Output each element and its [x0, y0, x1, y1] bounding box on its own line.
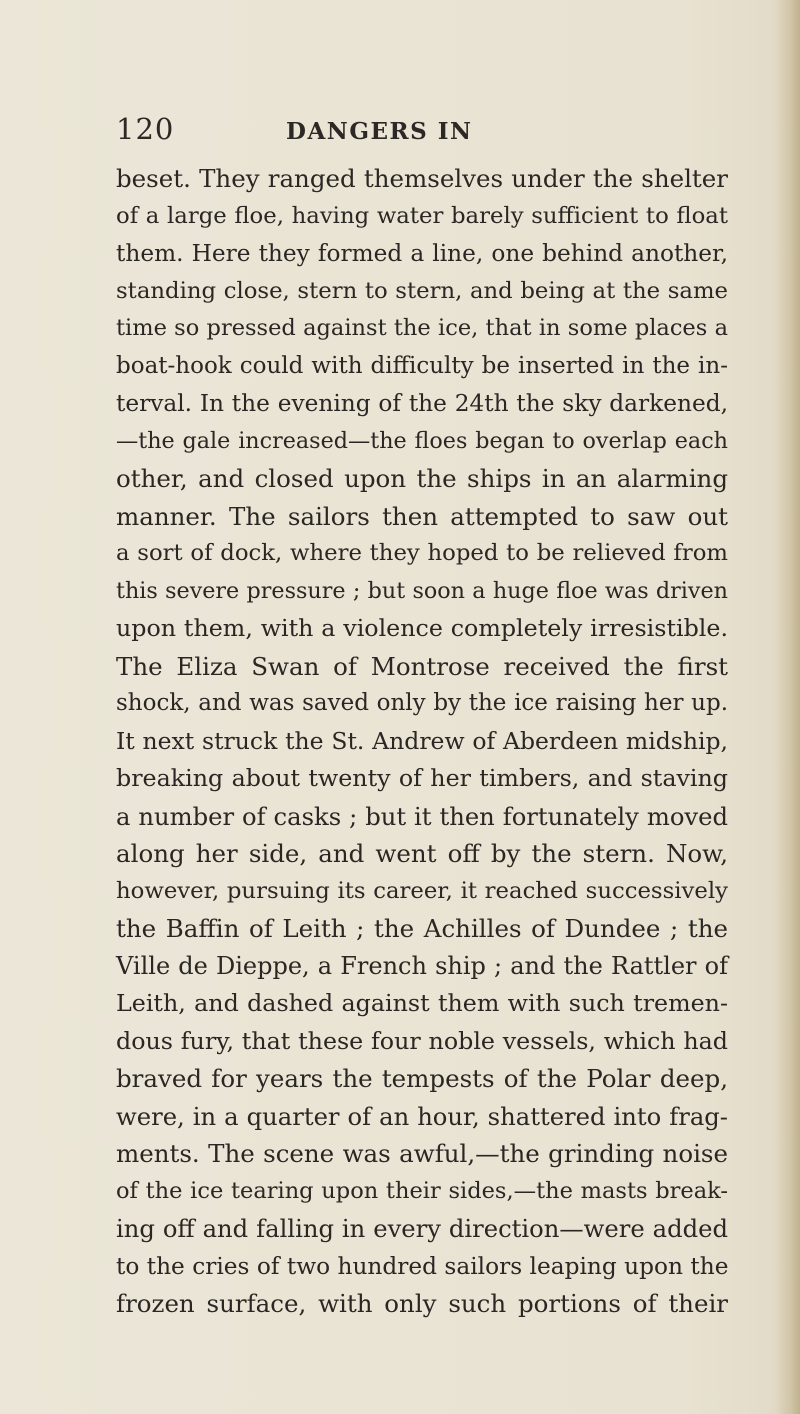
text-line: a number of casks ; but it then fortunately moved: [116, 801, 728, 831]
text-line: manner. The sailors then attempted to saw out: [116, 501, 728, 531]
text-line: shock, and was saved only by the ice raising her up.: [116, 690, 728, 716]
text-line: were, in a quarter of an hour, shattered into frag-: [116, 1101, 728, 1131]
text-line: braved for years the tempests of the Polar deep,: [116, 1064, 728, 1093]
text-line: standing close, stern to stern, and being at the same: [116, 277, 728, 304]
text-line: upon them, with a violence completely irresistible.: [116, 614, 728, 642]
text-line: them. Here they formed a line, one behind another,: [116, 240, 728, 267]
running-head: DANGERS IN: [286, 118, 473, 145]
text-line: It next struck the St. Andrew of Aberdeen midship,: [116, 726, 728, 755]
text-line: time so pressed against the ice, that in some places a: [116, 315, 728, 341]
text-line: frozen surface, with only such portions of their: [116, 1289, 728, 1318]
text-line: ments. The scene was awful,—the grinding noise: [116, 1139, 728, 1168]
text-line: Ville de Dieppe, a French ship ; and the Rattler of: [116, 951, 728, 980]
page-edge: [776, 0, 800, 1414]
text-line: a sort of dock, where they hoped to be relieved from: [116, 540, 728, 566]
text-line: Leith, and dashed against them with such tremen-: [116, 989, 728, 1017]
text-line: dous fury, that these four noble vessels, which had: [116, 1026, 728, 1055]
text-line: breaking about twenty of her timbers, and staving: [116, 764, 728, 792]
text-line: the Baffin of Leith ; the Achilles of Dundee ; the: [116, 914, 728, 943]
page-header: [116, 112, 716, 152]
text-line: of a large floe, having water barely sufficient to float: [116, 202, 728, 229]
text-line: —the gale increased—the floes began to overlap each: [116, 427, 728, 454]
text-line: boat-hook could with difficulty be inserted in the in-: [116, 352, 728, 379]
text-line: this severe pressure ; but soon a huge floe was driven: [116, 577, 728, 604]
text-line: along her side, and went off by the stern. Now,: [116, 839, 728, 868]
text-line: beset. They ranged themselves under the shelter: [116, 164, 728, 193]
text-line: ing off and falling in every direction—were added: [116, 1214, 728, 1243]
text-line: of the ice tearing upon their sides,—the masts break-: [116, 1177, 728, 1204]
text-line: terval. In the evening of the 24th the sky darkened,: [116, 390, 728, 417]
text-line: however, pursuing its career, it reached successively: [116, 877, 728, 904]
body-text: [116, 160, 728, 1323]
text-line: other, and closed upon the ships in an alarming: [116, 464, 728, 493]
text-line: The Eliza Swan of Montrose received the first: [116, 651, 728, 681]
page-number: 120: [116, 112, 175, 146]
text-line: to the cries of two hundred sailors leaping upon the: [116, 1252, 729, 1280]
